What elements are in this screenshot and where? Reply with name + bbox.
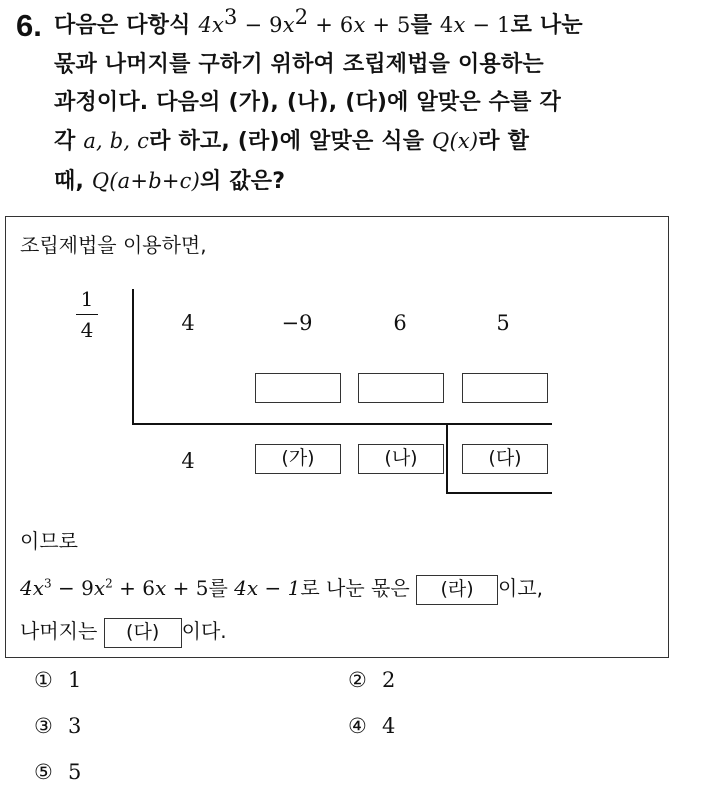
blank-box-3 <box>462 373 548 403</box>
conclusion-line-1 <box>20 572 543 605</box>
question-line-3: 과정이다. 다음의 (가), (나), (다)에 알맞은 수를 각 <box>54 90 561 115</box>
choice-4[interactable] <box>348 714 395 738</box>
solution-box <box>5 216 669 658</box>
conclusion-text: 이다. <box>181 619 227 643</box>
choice-5-mark: ⑤ <box>34 760 53 784</box>
conclusion-polynomial: $4x^3 - 9x^2 + 6x + 5$ <box>20 576 209 600</box>
choice-3[interactable] <box>34 714 81 738</box>
variables: a, b, c <box>83 129 150 153</box>
synthetic-divisor <box>76 287 98 342</box>
label-ga-box: (가) <box>255 444 341 474</box>
conclusion-text: 를 <box>208 576 235 600</box>
divisor-denominator: 4 <box>80 318 94 342</box>
coefficient-2: −9 <box>281 311 313 335</box>
fraction-bar <box>76 314 98 315</box>
result-first: 4 <box>181 449 195 473</box>
polynomial: $4x^3 - 9x^2 + 6x + 5$ <box>198 5 411 37</box>
coefficient-1: 4 <box>181 311 195 335</box>
coefficient-4: 5 <box>496 311 510 335</box>
question-line-4 <box>54 126 529 157</box>
question-line-5 <box>54 166 285 197</box>
conclusion-line-2 <box>20 615 227 648</box>
choice-2-value: 2 <box>382 668 396 692</box>
therefore-text: 이므로 <box>20 529 78 553</box>
choice-5[interactable] <box>34 760 81 784</box>
question-number: 6. <box>16 8 42 43</box>
choice-3-value: 3 <box>68 714 82 738</box>
question-text: 로 나눈 <box>510 13 583 38</box>
question-text: 다음은 다항식 <box>54 13 199 38</box>
blank-box-1 <box>255 373 341 403</box>
division-horizontal-line <box>132 423 552 425</box>
conclusion-text: 로 나눈 몫은 <box>300 576 417 600</box>
conclusion-text: 이고, <box>498 576 544 600</box>
quotient-symbol: Q(x) <box>432 129 479 153</box>
question-text: 를 <box>410 13 440 38</box>
choice-4-value: 4 <box>382 714 396 738</box>
choice-2-mark: ② <box>348 668 367 692</box>
choice-1[interactable] <box>34 668 81 692</box>
remainder-vertical-line <box>446 423 448 493</box>
question-text: 의 값은? <box>200 169 286 194</box>
solution-intro: 조립제법을 이용하면, <box>20 233 207 257</box>
choice-3-mark: ③ <box>34 714 53 738</box>
blank-box-2 <box>358 373 444 403</box>
label-na-box: (나) <box>358 444 444 474</box>
question-text: 때, <box>54 169 92 194</box>
label-da-inline-box: (다) <box>104 618 182 648</box>
question-text: 라 할 <box>478 129 530 154</box>
divisor: 4x − 1 <box>439 13 511 37</box>
division-vertical-line <box>132 289 134 425</box>
question-line-2: 몫과 나머지를 구하기 위하여 조립제법을 이용하는 <box>54 52 544 77</box>
divisor-numerator: 1 <box>80 287 94 311</box>
question-text: 각 <box>54 129 84 154</box>
remainder-horizontal-line <box>446 492 552 494</box>
target-expression: Q(a+b+c) <box>91 169 200 193</box>
choice-1-mark: ① <box>34 668 53 692</box>
choice-2[interactable] <box>348 668 395 692</box>
conclusion-divisor: 4x − 1 <box>234 576 301 600</box>
label-ra-box: (라) <box>416 575 498 605</box>
choice-5-value: 5 <box>68 760 82 784</box>
question-text: 라 하고, (라)에 알맞은 식을 <box>149 129 433 154</box>
conclusion-text: 나머지는 <box>20 619 104 643</box>
choice-1-value: 1 <box>68 668 82 692</box>
coefficient-3: 6 <box>393 311 407 335</box>
choice-4-mark: ④ <box>348 714 367 738</box>
question-line-1 <box>54 5 583 41</box>
label-da-box: (다) <box>462 444 548 474</box>
